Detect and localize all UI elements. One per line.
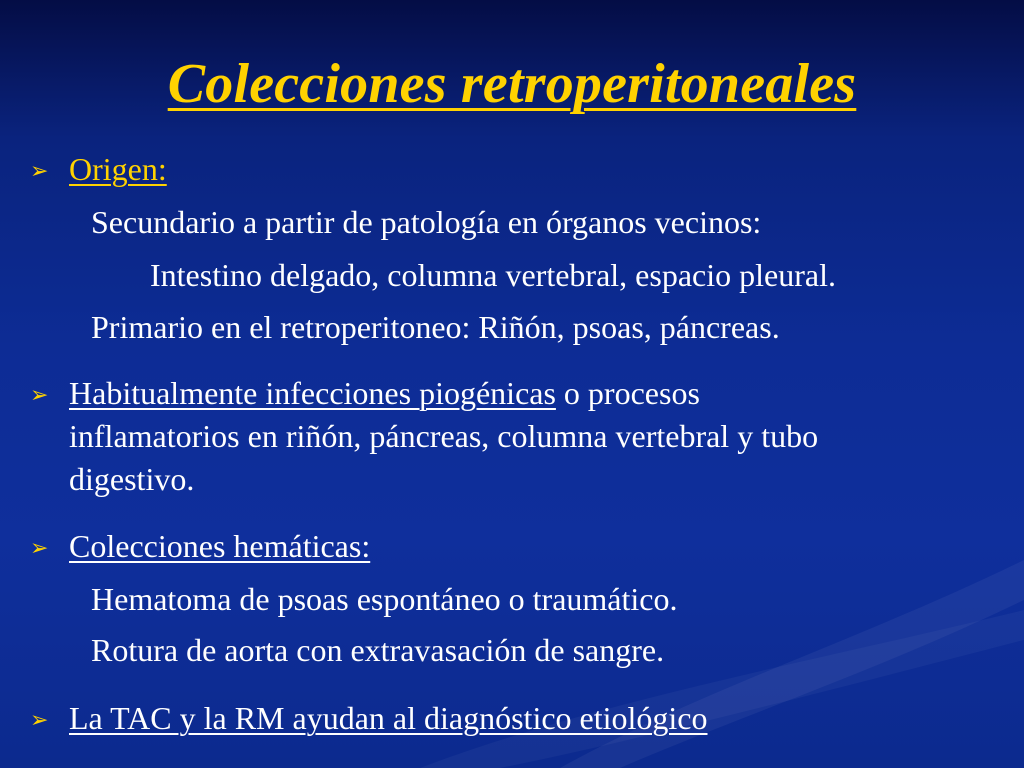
infecciones-line-1 [69, 372, 700, 414]
bullet-arrow-icon: ➢ [30, 159, 49, 184]
infecciones-line-2: inflamatorios en riñón, páncreas, columna vertebral y tubo [69, 418, 819, 454]
origen-line-1: Secundario a partir de patología en órganos vecinos: [91, 204, 762, 240]
infecciones-line-3: digestivo. [69, 461, 195, 497]
origen-line-2: Intestino delgado, columna vertebral, espacio pleural. [150, 257, 836, 293]
hematicas-line-1: Hematoma de psoas espontáneo o traumático. [91, 581, 678, 617]
bullet-arrow-icon: ➢ [30, 708, 49, 733]
hematicas-heading: Colecciones hemáticas: [69, 528, 371, 564]
bullet-arrow-icon: ➢ [30, 383, 49, 408]
origen-line-3: Primario en el retroperitoneo: Riñón, psoas, páncreas. [91, 309, 780, 345]
bullet-arrow-icon: ➢ [30, 536, 49, 561]
origen-heading: Origen: [69, 151, 167, 187]
slide-title: Colecciones retroperitoneales [167, 53, 857, 115]
infecciones-underlined-text: Habitualmente infecciones piogénicas [69, 375, 556, 411]
infecciones-rest-text: o procesos [555, 375, 700, 411]
hematicas-line-2: Rotura de aorta con extravasación de sangre. [91, 632, 665, 668]
tac-heading: La TAC y la RM ayudan al diagnóstico etiológico [69, 700, 708, 736]
